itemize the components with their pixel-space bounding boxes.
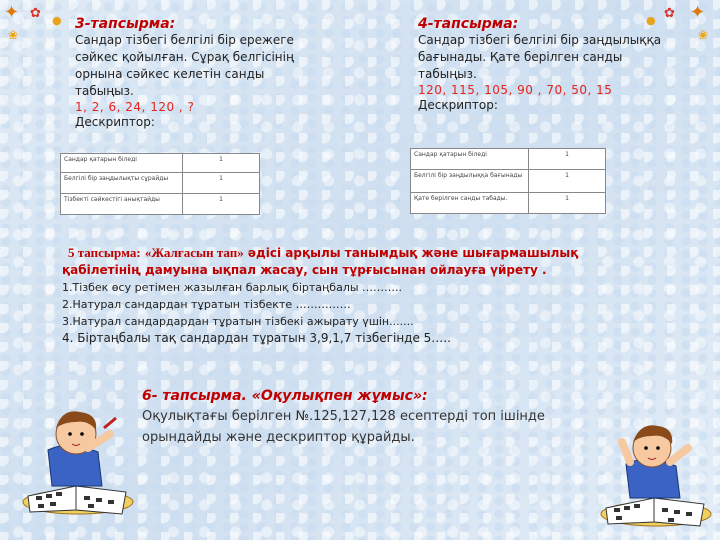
- task3-block: [75, 16, 315, 131]
- task4-line: табыңыз.: [418, 67, 477, 81]
- task6-line: орындайды және дескриптор құрайды.: [142, 430, 415, 445]
- table-row: [61, 154, 260, 173]
- task3-line: орнына сәйкес келетін санды: [75, 67, 265, 81]
- task3-sequence: 1, 2, 6, 24, 120 , ?: [75, 100, 195, 114]
- task3-line: Сандар тізбегі белгілі бір ережеге: [75, 33, 294, 47]
- student-reading-icon: [596, 418, 716, 530]
- list-item: 2.Натурал сандардан тұратын тізбекте ……………: [62, 298, 351, 311]
- task3-line: табыңыз.: [75, 84, 134, 98]
- task6-title: 6- тапсырма. «Оқулықпен жұмыс»:: [142, 388, 428, 404]
- table-cell: Сандар қатарын біледі: [411, 149, 529, 170]
- task5-desc: әдісі арқылы танымдық және шығармашылық: [243, 246, 579, 260]
- table-cell: Қате берілген санды табады.: [411, 193, 529, 214]
- list-item: 4. Біртаңбалы тақ сандардан тұратын 3,9,1,7 тізбегінде 5…..: [62, 331, 451, 345]
- task4-sequence: 120, 115, 105, 90 , 70, 50, 15: [418, 83, 613, 97]
- task5-title: 5 тапсырма:: [68, 245, 141, 260]
- task3-title: 3-тапсырма:: [75, 16, 176, 32]
- task3-descriptor-table: [60, 153, 260, 215]
- corner-star-icon: ✦: [4, 2, 20, 23]
- table-row: [61, 173, 260, 194]
- corner-star-icon: ✦: [690, 2, 706, 23]
- table-cell: Тізбекті сәйкестігі анықтайды: [61, 194, 183, 215]
- task4-descriptor-label: Дескриптор:: [418, 98, 498, 112]
- task3-descriptor-label: Дескриптор:: [75, 115, 155, 129]
- corner-flower-icon: ✿: [664, 6, 675, 21]
- score-cell: 1: [183, 154, 260, 173]
- task6-line: Оқулықтағы берілген №.125,127,128 есептерді топ ішінде: [142, 409, 545, 424]
- student-reading-icon: [18, 400, 138, 518]
- table-cell: Белгілі бір заңдылықты сұрайды: [61, 173, 183, 194]
- corner-leaf-icon: ❀: [8, 28, 19, 42]
- task4-descriptor-table: [410, 148, 606, 214]
- corner-leaf-icon: ❀: [698, 28, 709, 42]
- task4-title: 4-тапсырма:: [418, 16, 519, 32]
- score-cell: 1: [183, 194, 260, 215]
- list-item: 3.Натурал сандардардан тұратын тізбекі ажырату үшін.......: [62, 315, 414, 328]
- task6-block: [142, 388, 612, 448]
- task3-line: сәйкес қойылған. Сұрақ белгісінің: [75, 50, 294, 64]
- list-item: 1.Тізбек өсу ретімен жазылған барлық біртаңбалы ………..: [62, 281, 403, 294]
- corner-dot-icon: ●: [646, 14, 656, 27]
- table-row: [411, 193, 606, 214]
- task5-block: [62, 244, 682, 347]
- score-cell: 1: [529, 193, 606, 214]
- task4-line: Сандар тізбегі белгілі бір заңдылыққа: [418, 33, 662, 47]
- score-cell: 1: [529, 149, 606, 170]
- table-cell: Белгілі бір заңдылыққа бағынады: [411, 170, 529, 193]
- table-row: [411, 149, 606, 170]
- score-cell: 1: [183, 173, 260, 194]
- task5-method: «Жалғасын тап»: [144, 245, 244, 260]
- score-cell: 1: [529, 170, 606, 193]
- table-row: [61, 194, 260, 215]
- corner-flower-icon: ✿: [30, 6, 41, 21]
- task5-heading: [62, 244, 682, 262]
- task5-desc-line: қабілетінің дамуына ықпал жасау, сын тұрғысынан ойлауға үйрету .: [62, 263, 547, 277]
- table-cell: Сандар қатарын біледі: [61, 154, 183, 173]
- table-row: [411, 170, 606, 193]
- corner-dot-icon: ●: [52, 14, 62, 27]
- task4-line: бағынады. Қате берілген санды: [418, 50, 623, 64]
- task4-block: [418, 16, 678, 114]
